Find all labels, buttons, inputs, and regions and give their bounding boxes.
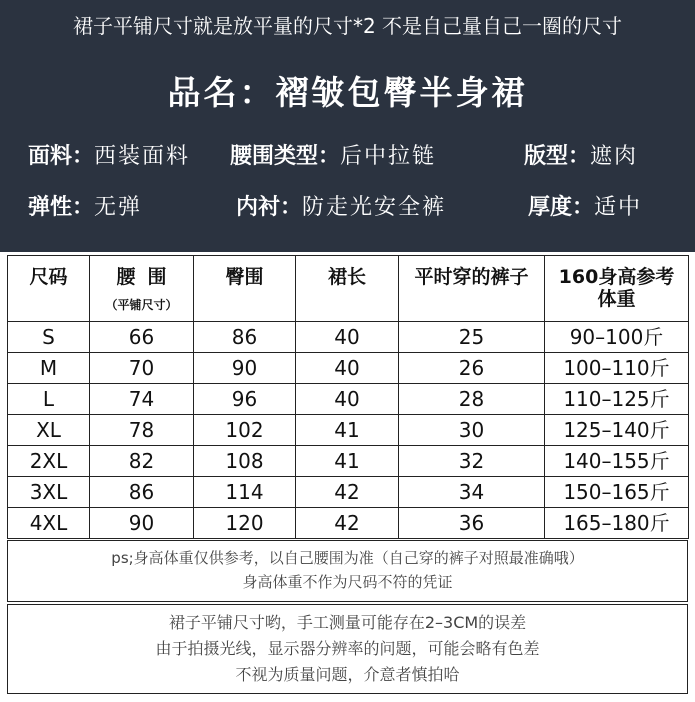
header-waist-label: 腰围: [116, 266, 179, 288]
attribute-fabric: [28, 139, 190, 175]
table-row: [8, 415, 689, 446]
cell-weight: 100–110斤: [545, 353, 689, 384]
attribute-value: 后中拉链: [340, 144, 437, 169]
disclaimer-note: [7, 604, 688, 694]
note-ps-line-2: 身高体重不作为尺码不符的凭证: [242, 573, 453, 591]
attribute-key: 腰围类型：: [230, 144, 341, 169]
product-name: 褶皱包臀半身裙: [275, 73, 528, 112]
cell-waist: 90: [90, 508, 194, 539]
header-weight-line2: 体重: [597, 288, 636, 310]
table-header-row: [8, 256, 689, 322]
cell-length: 41: [296, 446, 399, 477]
cell-length: 42: [296, 508, 399, 539]
cell-pants: 28: [399, 384, 545, 415]
cell-pants: 25: [399, 322, 545, 353]
attribute-key: 面料：: [28, 144, 95, 169]
attribute-key: 弹性：: [28, 195, 95, 220]
info-header: [0, 0, 695, 252]
cell-length: 40: [296, 353, 399, 384]
attribute-fit: [524, 139, 638, 175]
cell-waist: 66: [90, 322, 194, 353]
cell-length: 40: [296, 322, 399, 353]
cell-pants: 26: [399, 353, 545, 384]
cell-waist: 70: [90, 353, 194, 384]
cell-hip: 120: [194, 508, 296, 539]
cell-waist: 82: [90, 446, 194, 477]
attribute-value: 无弹: [94, 195, 143, 220]
measurement-notice: 裙子平铺尺寸就是放平量的尺寸*2 不是自己量自己一圈的尺寸: [72, 14, 623, 38]
cell-size: 4XL: [8, 508, 90, 539]
table-row: [8, 384, 689, 415]
cell-weight: 125–140斤: [545, 415, 689, 446]
cell-hip: 90: [194, 353, 296, 384]
reference-note: [7, 540, 688, 602]
product-title: [0, 70, 695, 116]
table-row: [8, 508, 689, 539]
cell-hip: 102: [194, 415, 296, 446]
cell-size: S: [8, 322, 90, 353]
cell-size: 2XL: [8, 446, 90, 477]
header-waist-note: （平铺尺寸）: [105, 298, 178, 312]
cell-pants: 32: [399, 446, 545, 477]
cell-size: M: [8, 353, 90, 384]
cell-weight: 165–180斤: [545, 508, 689, 539]
header-weight-line1: 160身高参考: [558, 266, 675, 288]
cell-size: L: [8, 384, 90, 415]
cell-length: 42: [296, 477, 399, 508]
attribute-elasticity: [28, 190, 142, 226]
cell-size: 3XL: [8, 477, 90, 508]
table-row: [8, 477, 689, 508]
cell-length: 40: [296, 384, 399, 415]
cell-weight: 110–125斤: [545, 384, 689, 415]
attribute-waist-type: [230, 139, 436, 175]
header-waist: [90, 256, 194, 322]
attribute-key: 厚度：: [528, 195, 595, 220]
cell-weight: 150–165斤: [545, 477, 689, 508]
attribute-value: 适中: [594, 195, 643, 220]
attribute-value: 防走光安全裤: [302, 195, 447, 220]
cell-weight: 140–155斤: [545, 446, 689, 477]
table-row: [8, 322, 689, 353]
attribute-lining: [236, 190, 446, 226]
cell-hip: 108: [194, 446, 296, 477]
header-pants: 平时穿的裤子: [399, 256, 545, 322]
note-ps-line-1: ps;身高体重仅供参考，以自己腰围为准（自己穿的裤子对照最准确哦）: [111, 549, 584, 567]
attribute-key: 内衬：: [236, 195, 303, 220]
cell-hip: 86: [194, 322, 296, 353]
header-length: 裙长: [296, 256, 399, 322]
note-line-3: 不视为质量问题，介意者慎拍哈: [235, 665, 460, 684]
cell-weight: 90–100斤: [545, 322, 689, 353]
header-size: 尺码: [8, 256, 90, 322]
cell-pants: 36: [399, 508, 545, 539]
table-row: [8, 446, 689, 477]
note-line-1: 裙子平铺尺寸哟，手工测量可能存在2–3CM的误差: [168, 613, 527, 632]
attribute-thickness: [528, 190, 642, 226]
attribute-key: 版型：: [524, 144, 591, 169]
cell-hip: 96: [194, 384, 296, 415]
note-line-2: 由于拍摄光线，显示器分辨率的问题，可能会略有色差: [155, 639, 540, 658]
cell-waist: 78: [90, 415, 194, 446]
cell-pants: 34: [399, 477, 545, 508]
product-label: 品名：: [167, 73, 276, 112]
cell-waist: 86: [90, 477, 194, 508]
attribute-value: 遮肉: [590, 144, 639, 169]
header-weight: [545, 256, 689, 322]
size-table: [7, 255, 689, 539]
cell-pants: 30: [399, 415, 545, 446]
attribute-value: 西装面料: [94, 144, 191, 169]
table-row: [8, 353, 689, 384]
cell-size: XL: [8, 415, 90, 446]
header-hip: 臀围: [194, 256, 296, 322]
cell-waist: 74: [90, 384, 194, 415]
cell-hip: 114: [194, 477, 296, 508]
cell-length: 41: [296, 415, 399, 446]
